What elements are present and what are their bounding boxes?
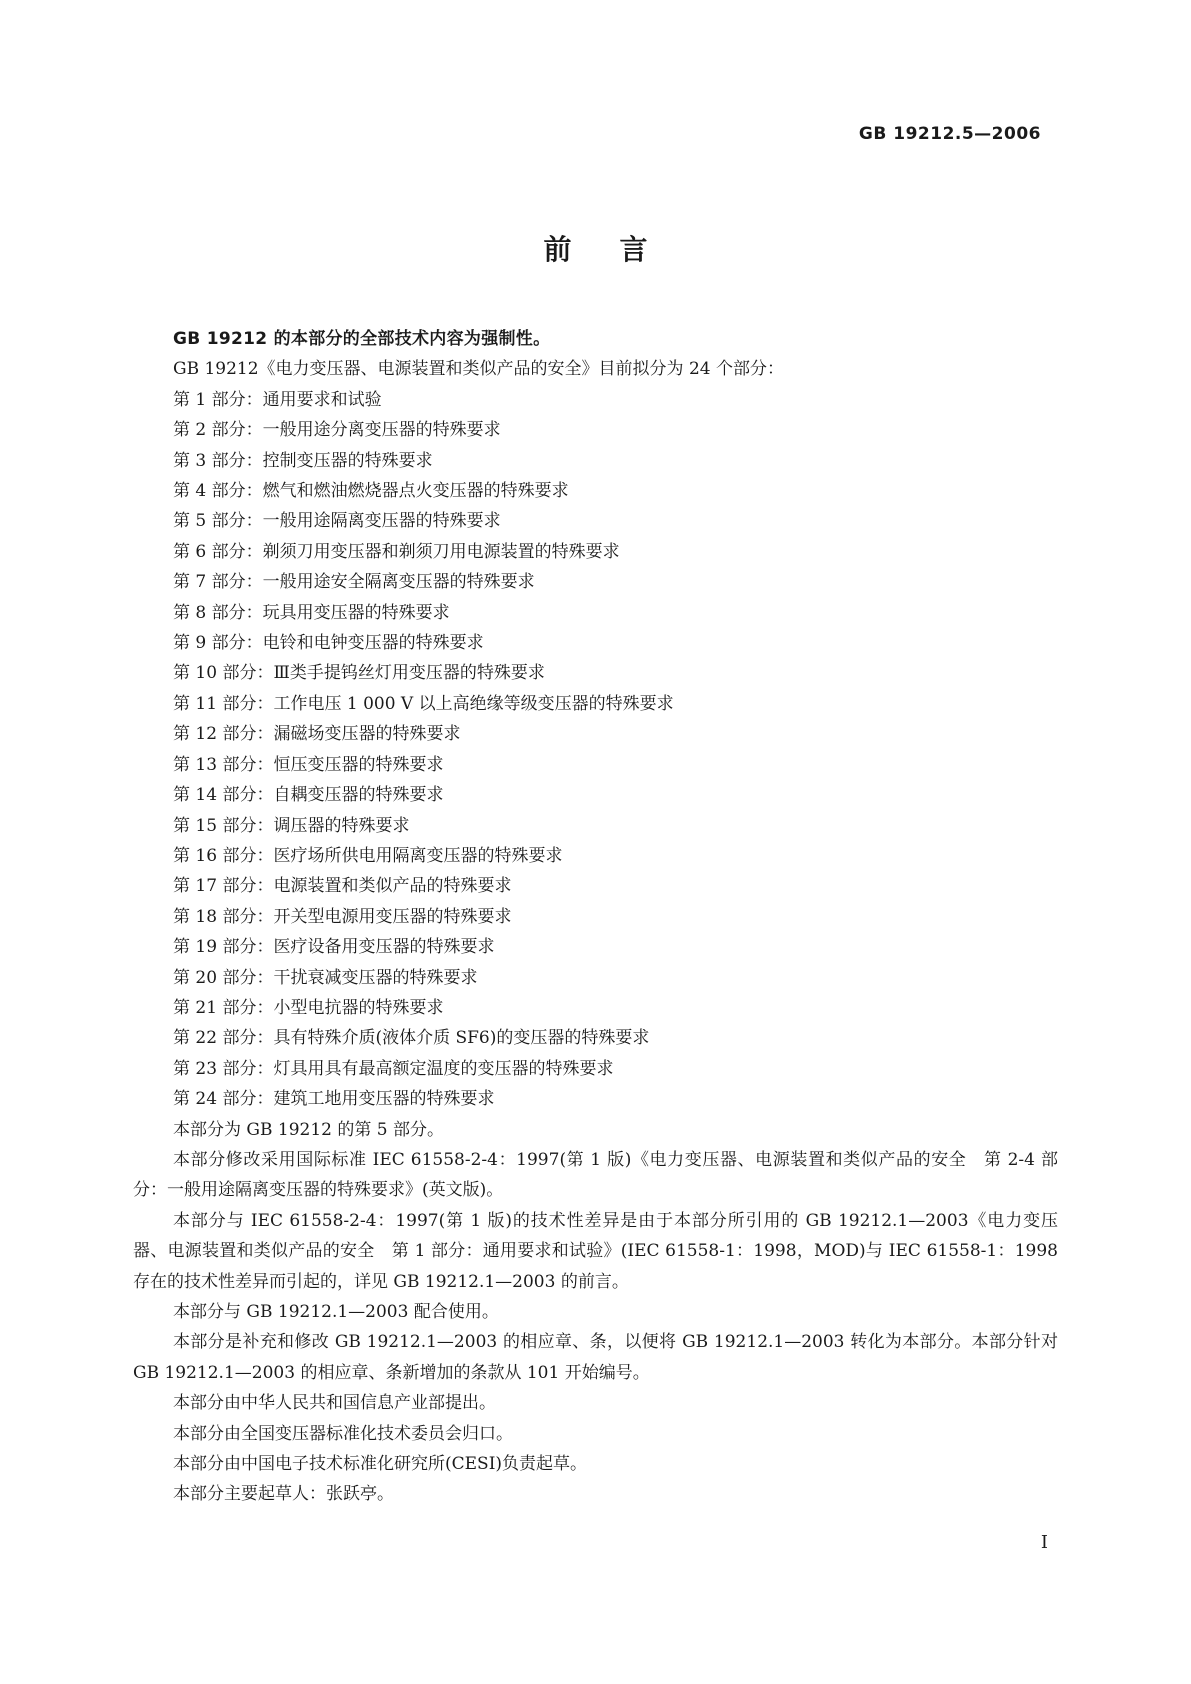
part-list-item: 第 5 部分：一般用途隔离变压器的特殊要求 [173, 511, 501, 532]
part-list-item: 第 18 部分：开关型电源用变压器的特殊要求 [173, 906, 512, 927]
part-list-item: 第 7 部分：一般用途安全隔离变压器的特殊要求 [173, 572, 535, 593]
usage-statement: 本部分与 GB 19212.1—2003 配合使用。 [173, 1302, 499, 1322]
supplement-statement: 本部分是补充和修改 GB 19212.1—2003 的相应章、条，以便将 GB 19212.1—2003 转化为本部分。本部分针对 GB 19212.1—2003 的相应章、条新增加的条款从 101 开始编号。 [133, 1332, 1058, 1383]
part-list-item: 第 3 部分：控制变压器的特殊要求 [173, 450, 433, 471]
drafter-org-statement: 本部分由中国电子技术标准化研究所(CESI)负责起草。 [173, 1454, 588, 1475]
part-list-item: 第 23 部分：灯具用具有最高额定温度的变压器的特殊要求 [173, 1058, 614, 1079]
part-list-item: 第 4 部分：燃气和燃油燃烧器点火变压器的特殊要求 [173, 481, 569, 502]
page-title: 前言 [543, 233, 696, 266]
part-list-item: 第 24 部分：建筑工地用变压器的特殊要求 [173, 1089, 495, 1110]
parts-intro: GB 19212《电力变压器、电源装置和类似产品的安全》目前拟分为 24 个部分： [173, 359, 784, 380]
part-list-item: 第 13 部分：恒压变压器的特殊要求 [173, 754, 444, 775]
technical-differences: 本部分与 IEC 61558-2-4：1997(第 1 版)的技术性差异是由于本部分所引用的 GB 19212.1—2003《电力变压器、电源装置和类似产品的安全 第 1 部分：通用要求和试验》(IEC 61558-1：1998，MOD)与 IEC 61558-1：1998 存在的技术性差异而引起的，详见 GB 19212.1—2003 的前言。 [133, 1210, 1058, 1292]
mandatory-statement: GB 19212 的本部分的全部技术内容为强制性。 [173, 329, 551, 349]
part-list-item: 第 17 部分：电源装置和类似产品的特殊要求 [173, 876, 512, 897]
part-list-item: 第 2 部分：一般用途分离变压器的特殊要求 [173, 420, 501, 441]
part-statement: 本部分为 GB 19212 的第 5 部分。 [173, 1119, 444, 1140]
part-list-item: 第 6 部分：剃须刀用变压器和剃须刀用电源装置的特殊要求 [173, 541, 620, 562]
document-body [133, 324, 1058, 1510]
part-list-item: 第 16 部分：医疗场所供电用隔离变压器的特殊要求 [173, 845, 563, 866]
page-number: I [1040, 1532, 1048, 1553]
part-list-item: 第 11 部分：工作电压 1 000 V 以上高绝缘等级变压器的特殊要求 [173, 693, 674, 714]
part-list-item: 第 14 部分：自耦变压器的特殊要求 [173, 785, 444, 806]
drafters-statement: 本部分主要起草人：张跃亭。 [173, 1484, 394, 1505]
standard-number: GB 19212.5—2006 [858, 124, 1041, 144]
committee-statement: 本部分由全国变压器标准化技术委员会归口。 [173, 1423, 513, 1444]
part-list-item: 第 22 部分：具有特殊介质(液体介质 SF6)的变压器的特殊要求 [173, 1028, 650, 1049]
part-list-item: 第 21 部分：小型电抗器的特殊要求 [173, 997, 444, 1018]
part-list-item: 第 19 部分：医疗设备用变压器的特殊要求 [173, 937, 495, 958]
part-list-item: 第 1 部分：通用要求和试验 [173, 389, 382, 410]
proposer-statement: 本部分由中华人民共和国信息产业部提出。 [173, 1393, 496, 1414]
part-list-item: 第 12 部分：漏磁场变压器的特殊要求 [173, 724, 461, 745]
part-list-item: 第 15 部分：调压器的特殊要求 [173, 815, 410, 836]
part-list-item: 第 9 部分：电铃和电钟变压器的特殊要求 [173, 633, 484, 654]
part-list-item: 第 10 部分：Ⅲ类手提钨丝灯用变压器的特殊要求 [173, 663, 545, 684]
adoption-statement: 本部分修改采用国际标准 IEC 61558-2-4：1997(第 1 版)《电力变压器、电源装置和类似产品的安全 第 2-4 部分：一般用途隔离变压器的特殊要求》(英文版)。 [133, 1149, 1058, 1201]
part-list-item: 第 20 部分：干扰衰减变压器的特殊要求 [173, 967, 478, 988]
part-list-item: 第 8 部分：玩具用变压器的特殊要求 [173, 602, 450, 623]
